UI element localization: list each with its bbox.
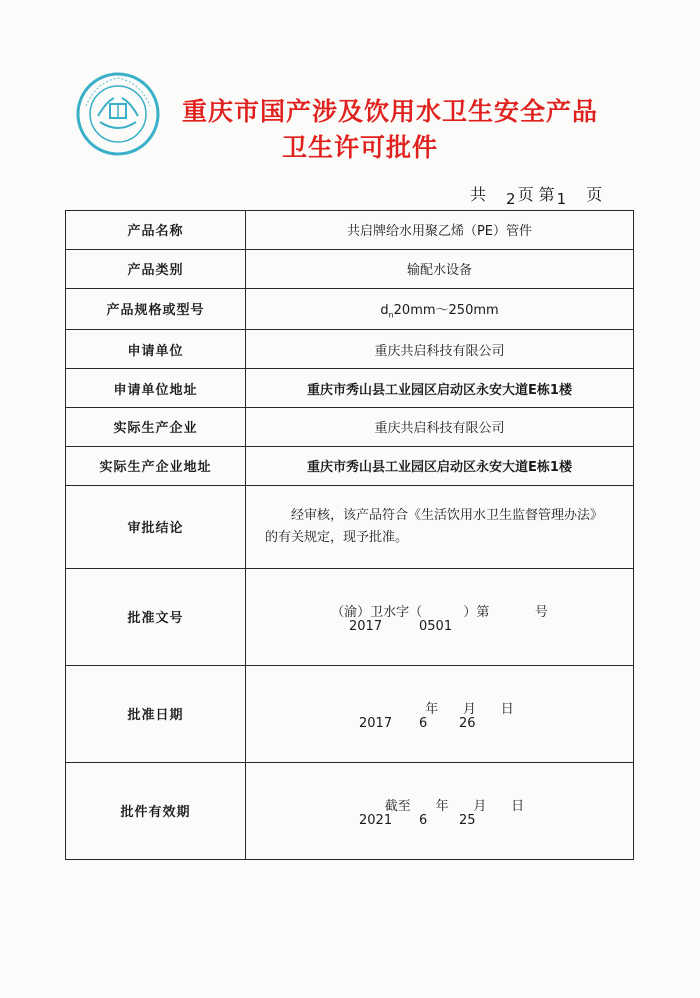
conclusion-line2: 的有关规定，现予批准。 — [265, 529, 409, 545]
spec-subscript: n — [388, 310, 394, 320]
table-row — [66, 288, 634, 330]
approval-date-text: 年 月 日 — [425, 701, 514, 717]
page-total: 2 — [506, 190, 516, 208]
table-row — [66, 249, 634, 288]
approval-year: 2017 — [349, 618, 383, 634]
page-current: 1 — [556, 190, 567, 208]
row-label: 产品规格或型号 — [66, 288, 246, 330]
spec-prefix: d — [380, 302, 389, 318]
product-spec-value — [246, 288, 634, 330]
row-label: 批准文号 — [66, 568, 246, 665]
page-counter-prefix: 共 — [470, 185, 487, 204]
table-row — [66, 568, 634, 665]
manufacturer-value: 重庆共启科技有限公司 — [246, 407, 634, 446]
approval-number-text: （渝）卫水字（ ）第 号 — [331, 604, 548, 620]
applicant-address-value: 重庆市秀山县工业园区启动区永安大道E栋1楼 — [246, 369, 634, 408]
product-name-value: 共启牌给水用聚乙烯（PE）管件 — [246, 211, 634, 250]
row-label: 产品类别 — [66, 249, 246, 288]
approval-date-day: 26 — [459, 715, 476, 731]
validity-month: 6 — [419, 812, 428, 828]
row-label: 产品名称 — [66, 211, 246, 250]
validity-year: 2021 — [359, 812, 393, 828]
document-title-line2: 卫生许可批件 — [281, 133, 438, 162]
table-row — [66, 330, 634, 369]
applicant-value: 重庆共启科技有限公司 — [246, 330, 634, 369]
row-label: 审批结论 — [66, 485, 246, 568]
table-row — [66, 485, 634, 568]
manufacturer-address-value: 重庆市秀山县工业园区启动区永安大道E栋1楼 — [246, 446, 634, 485]
table-row — [66, 369, 634, 408]
table-row — [66, 665, 634, 762]
page-counter-suffix: 页 — [586, 185, 603, 204]
table-row — [66, 211, 634, 250]
row-label: 实际生产企业地址 — [66, 446, 246, 485]
approval-number-value — [246, 568, 634, 665]
table-row — [66, 446, 634, 485]
row-label: 批准日期 — [66, 665, 246, 762]
permit-table — [65, 210, 634, 860]
validity-text: 截至 年 月 日 — [384, 798, 525, 814]
conclusion-line1: 经审核，该产品符合《生活饮用水卫生监督管理办法》 — [291, 507, 604, 523]
row-label: 实际生产企业 — [66, 407, 246, 446]
validity-value — [246, 762, 634, 859]
page-counter — [470, 182, 603, 208]
approval-date-month: 6 — [419, 715, 428, 731]
table-row — [66, 762, 634, 859]
approval-date-value — [246, 665, 634, 762]
document-title-line1: 重庆市国产涉及饮用水卫生安全产品 — [181, 97, 598, 126]
approval-date-year: 2017 — [359, 715, 393, 731]
validity-day: 25 — [459, 812, 476, 828]
page-counter-mid: 页 第 — [517, 185, 555, 204]
row-label: 申请单位地址 — [66, 369, 246, 408]
row-label: 批件有效期 — [66, 762, 246, 859]
approval-serial: 0501 — [419, 618, 453, 634]
row-label: 申请单位 — [66, 330, 246, 369]
spec-rest: 20mm～250mm — [393, 302, 499, 318]
table-row — [66, 407, 634, 446]
conclusion-value — [246, 485, 634, 568]
product-category-value: 输配水设备 — [246, 249, 634, 288]
